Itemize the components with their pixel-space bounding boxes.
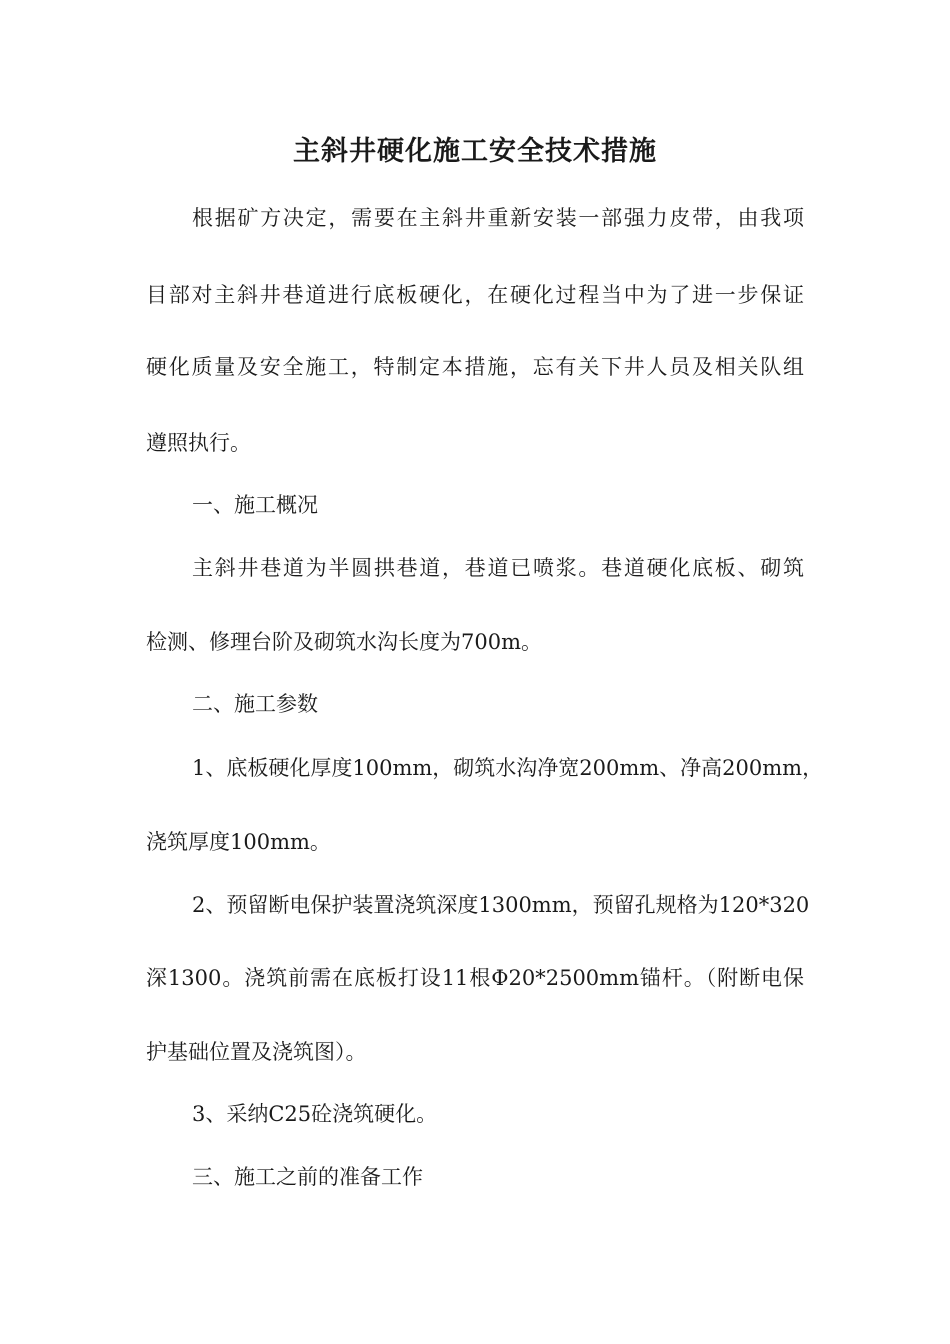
- section1-line-2: 检测、修理台阶及砌筑水沟长度为700m。: [146, 630, 542, 654]
- item2-line-1: 2、预留断电保护装置浇筑深度1300mm，预留孔规格为120*320: [192, 893, 810, 917]
- section-heading-1: 一、施工概况: [192, 493, 318, 517]
- document-title: 主斜井硬化施工安全技术措施: [293, 136, 657, 167]
- section-heading-2: 二、施工参数: [192, 692, 318, 716]
- item3-line: 3、采纳C25砼浇筑硬化。: [192, 1102, 438, 1126]
- item2-line-3: 护基础位置及浇筑图）。: [146, 1040, 367, 1064]
- item1-line-1: 1、底板硬化厚度100mm，砌筑水沟净宽200mm、净高200mm，: [192, 756, 824, 780]
- section-heading-3: 三、施工之前的准备工作: [192, 1165, 423, 1189]
- section1-line-1: 主斜井巷道为半圆拱巷道，巷道已喷浆。巷道硬化底板、砌筑: [192, 556, 804, 580]
- intro-line-2: 目部对主斜井巷道进行底板硬化，在硬化过程当中为了进一步保证: [146, 283, 804, 307]
- intro-line-4: 遵照执行。: [146, 431, 251, 455]
- item2-line-2: 深1300。浇筑前需在底板打设11根Φ20*2500mm锚杆。（附断电保: [146, 966, 804, 990]
- intro-line-3: 硬化质量及安全施工，特制定本措施，忘有关下井人员及相关队组: [146, 355, 804, 379]
- item1-line-2: 浇筑厚度100mm。: [146, 830, 331, 854]
- intro-line-1: 根据矿方决定，需要在主斜井重新安装一部强力皮带，由我项: [192, 206, 804, 230]
